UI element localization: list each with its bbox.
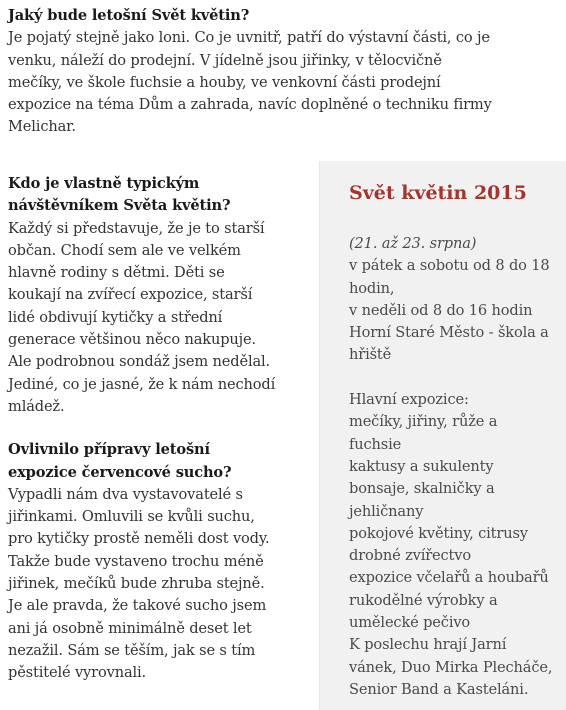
intro-section — [8, 5, 563, 139]
answer-line: Jediné, co je jasné, že k nám nechodí — [8, 375, 276, 393]
detail-line: K poslechu hrají Jarní — [349, 636, 507, 654]
question-line: expozice červencové sucho? — [8, 463, 232, 481]
detail-line: Hlavní expozice: — [349, 391, 469, 409]
answer-line: Takže bude vystaveno trochu méně — [8, 552, 264, 570]
detail-line: hřiště — [349, 346, 392, 364]
qa-block-visitors — [8, 173, 308, 418]
answer-line: Každý si představuje, že je to starší — [8, 219, 265, 237]
answer-line: pěstitelé vyrovnali. — [8, 664, 147, 682]
detail-line: mečíky, jiřiny, růže a — [349, 413, 498, 431]
qa-answer — [8, 484, 308, 685]
event-details — [349, 255, 566, 701]
detail-line: fuchsie — [349, 435, 402, 453]
intro-answer — [8, 27, 563, 138]
detail-line: rukodělné výrobky a — [349, 591, 498, 609]
answer-line: koukají na zvířecí expozice, starší — [8, 286, 253, 304]
answer-line: generace většinou něco nakupuje. — [8, 331, 256, 349]
answer-line: hlavně rodiny s dětmi. Děti se — [8, 264, 225, 282]
answer-line: jiřinkami. Omluvili se kvůli suchu, — [8, 508, 255, 526]
detail-line: jehličnany — [349, 502, 424, 520]
answer-line: venku, náleží do prodejní. V jídelně jsou jiřinky, v tělocvičně — [8, 51, 442, 69]
detail-line: hodin, — [349, 279, 395, 297]
answer-line: Je ale pravda, že takové sucho jsem — [8, 597, 267, 615]
answer-line: Je pojatý stejně jako loni. Co je uvnitř, patří do výstavní části, co je — [8, 29, 490, 47]
answer-line: nezažil. Sám se těším, jak se s tím — [8, 641, 256, 659]
event-info-sidebar — [319, 161, 566, 710]
question-line: Ovlivnilo přípravy letošní — [8, 441, 210, 459]
detail-line: umělecké pečivo — [349, 614, 471, 632]
detail-line: Horní Staré Město - škola a — [349, 324, 549, 342]
answer-line: mečíky, ve škole fuchsie a houby, ve venkovní části prodejní — [8, 73, 441, 91]
answer-line: Melichar. — [8, 118, 76, 136]
intro-question: Jaký bude letošní Svět květin? — [8, 7, 250, 24]
question-line: návštěvníkem Světa květin? — [8, 197, 231, 215]
answer-line: ani já osobně minimálně deset let — [8, 619, 252, 637]
sidebar-title: Svět květin 2015 — [349, 182, 527, 204]
answer-line: Ale podrobnou sondáž jsem nedělal. — [8, 353, 271, 371]
detail-line: vánek, Duo Mirka Plecháče, — [349, 658, 553, 676]
qa-block-drought — [8, 439, 308, 684]
detail-line: expozice včelařů a houbařů — [349, 569, 549, 587]
detail-line: v pátek a sobotu od 8 do 18 — [349, 257, 550, 275]
detail-line: drobné zvířectvo — [349, 547, 472, 565]
event-dates: (21. až 23. srpna) — [349, 235, 477, 252]
answer-line: pro kytičky prostě neměli dost vody. — [8, 530, 270, 548]
answer-line: expozice na téma Dům a zahrada, navíc doplněné o techniku firmy — [8, 96, 492, 114]
question-line: Kdo je vlastně typickým — [8, 175, 200, 192]
spacer — [349, 367, 566, 389]
detail-line: Senior Band a Kasteláni. — [349, 680, 529, 698]
qa-question — [8, 173, 308, 218]
answer-line: občan. Chodí sem ale ve velkém — [8, 241, 241, 259]
interview-column — [8, 173, 308, 685]
detail-line: kaktusy a sukulenty — [349, 457, 494, 475]
detail-line: v neděli od 8 do 16 hodin — [349, 301, 533, 319]
answer-line: Vypadli nám dva vystavovatelé s — [8, 485, 243, 503]
answer-line: jiřinek, mečíků bude zhruba stejně. — [8, 575, 265, 593]
qa-answer — [8, 218, 308, 419]
answer-line: lidé obdivují kytičky a střední — [8, 308, 223, 326]
detail-line: bonsaje, skalničky a — [349, 480, 495, 498]
answer-line: mládež. — [8, 397, 65, 415]
detail-line: pokojové květiny, citrusy — [349, 524, 528, 542]
qa-question — [8, 439, 308, 484]
